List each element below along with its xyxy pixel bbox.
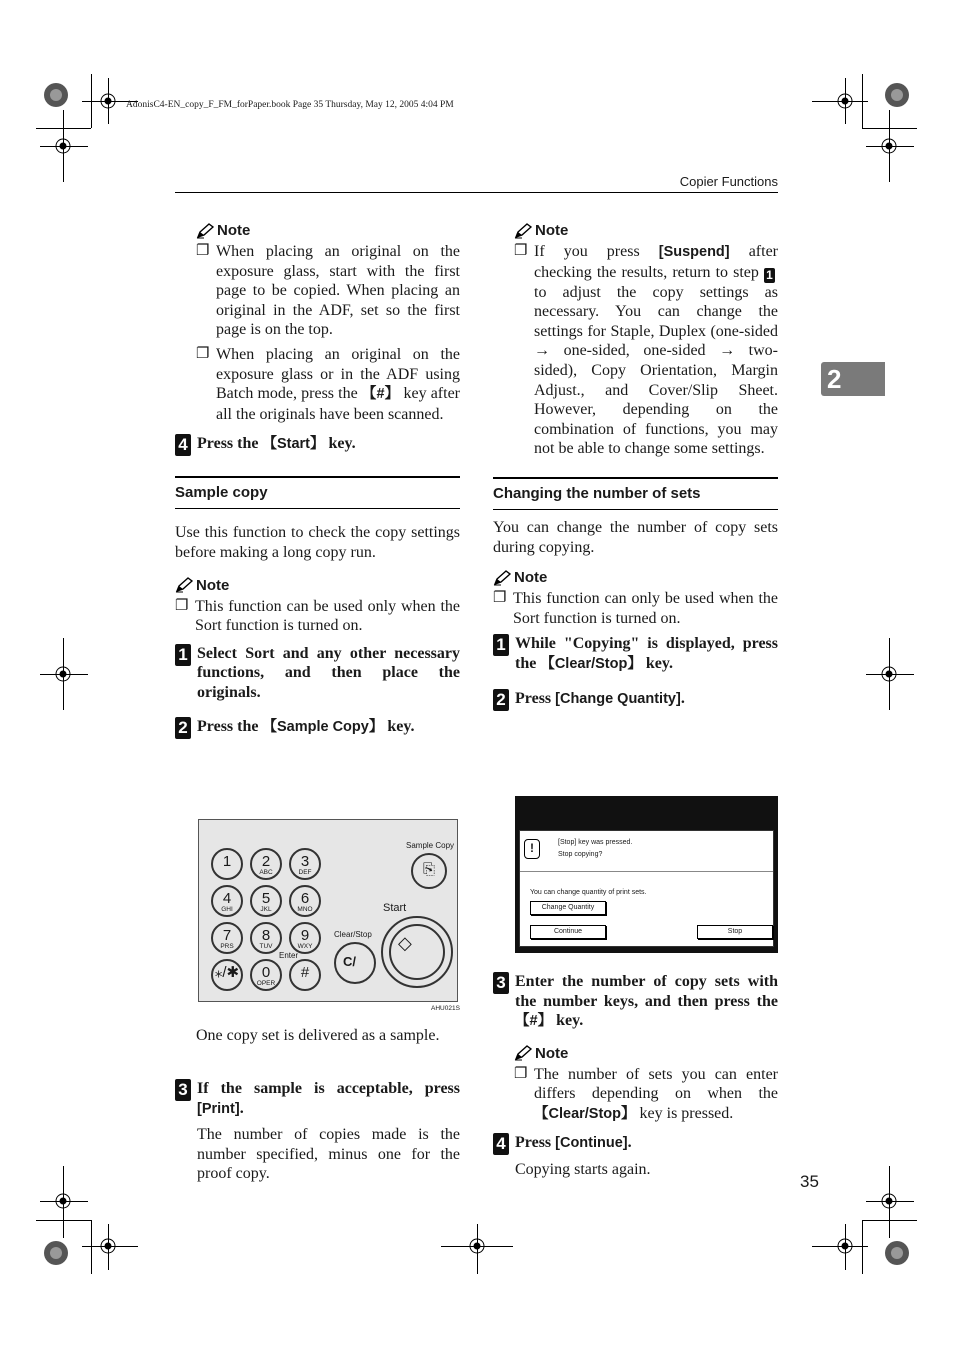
clear-stop-key: C/: [334, 942, 376, 984]
right-column-lower: [493, 972, 778, 1179]
number-key: 8 TUV: [250, 922, 282, 954]
key-label: 【Sample Copy】: [262, 718, 384, 735]
left-column-lower-steps: [175, 1079, 460, 1184]
key-label: [Continue]: [555, 1134, 628, 1151]
running-header: Copier Functions: [679, 174, 778, 189]
note-item: ❐ If you press [Suspend] after checking the results, return to step 1 to adjust the copy settings as necessary. You can change the settings for Staple, Duplex (one-sided → one-sided, one-sided → two-sided), Copy Orientation, Margin Adjust., and Cover/Slip Sheet. However, depending on the combination of functions, you may not be able to change some settings.: [514, 243, 778, 458]
note-block: [175, 222, 460, 424]
alert-icon: !: [524, 839, 540, 859]
sample-copy-key: ⎘: [411, 853, 447, 889]
page-number: 35: [800, 1172, 819, 1191]
screen-message-3: You can change quantity of print sets.: [530, 889, 647, 896]
number-key: 5 JKL: [250, 885, 282, 917]
number-key: 2 ABC: [250, 848, 282, 880]
note-heading: Note: [196, 222, 460, 239]
step-item: 4 Press the 【Start】 key.: [175, 434, 460, 456]
note-block: [493, 1045, 778, 1125]
screen-message-1: [Stop] key was pressed.: [558, 839, 633, 846]
lcd-screen-illustration: [515, 796, 778, 953]
step-body: Copying starts again.: [515, 1160, 651, 1178]
step-reference: 1: [764, 268, 775, 283]
number-key: #: [289, 959, 321, 991]
clear-stop-label: Clear/Stop: [334, 930, 372, 939]
start-key: [381, 916, 453, 988]
section-title: Sample copy: [175, 476, 460, 509]
number-key: 0 OPER: [250, 959, 282, 991]
number-key: 1: [211, 848, 243, 880]
key-label: [Change Quantity]: [555, 690, 681, 707]
section-title: Changing the number of sets: [493, 477, 778, 510]
key-label: 【Start】: [262, 436, 325, 453]
note-heading: Note: [493, 569, 778, 586]
pencil-icon: [175, 577, 193, 593]
change-quantity-button[interactable]: Change Quantity: [530, 901, 606, 915]
figure-caption: One copy set is delivered as a sample.: [196, 1027, 440, 1044]
step-item: 2 Press the 【Sample Copy】 key.: [175, 717, 460, 739]
chapter-tab: 2: [821, 362, 885, 396]
note-heading: Note: [514, 222, 778, 239]
control-panel-illustration: [198, 819, 458, 1002]
note-block: [175, 577, 460, 636]
screen-message-2: Stop copying?: [558, 851, 603, 858]
number-key: 9 WXY: [289, 922, 321, 954]
left-column: [175, 222, 460, 739]
number-key: ⁎/✱: [211, 959, 243, 991]
checkbox-bullet-icon: ❐: [196, 345, 210, 362]
header-rule: [175, 192, 778, 193]
pencil-icon: [514, 223, 532, 239]
step-item: 1 Select Sort and any other necessary functions, and then place the originals.: [175, 644, 460, 703]
key-label: 【#】: [361, 386, 400, 403]
note-heading: Note: [514, 1045, 778, 1062]
key-label: 【Clear/Stop】: [540, 655, 642, 672]
key-label: 【Clear/Stop】: [534, 1105, 636, 1122]
intro-paragraph: Use this function to check the copy settings before making a long copy run.: [175, 524, 460, 561]
step-number: 1: [493, 634, 509, 656]
note-heading: Note: [175, 577, 460, 594]
stop-button[interactable]: Stop: [697, 925, 773, 939]
start-diamond-icon: ◇: [398, 933, 412, 953]
note-item: ❐ This function can only be used when the Sort function is turned on.: [493, 590, 778, 627]
pencil-icon: [514, 1045, 532, 1061]
sample-copy-label: Sample Copy: [406, 841, 455, 850]
step-item: 3 Enter the number of copy sets with the number keys, and then press the 【#】 key.: [493, 972, 778, 1032]
step-number: 4: [175, 434, 191, 456]
step-body: The number of copies made is the number specified, minus one for the proof copy.: [197, 1126, 460, 1183]
note-block: [493, 222, 778, 459]
step-number: 2: [175, 717, 191, 739]
step-number: 1: [175, 644, 191, 666]
step-item: 3 If the sample is acceptable, press [Print].: [175, 1079, 460, 1119]
step-number: 3: [175, 1079, 191, 1101]
pencil-icon: [196, 223, 214, 239]
step-item: 4 Press [Continue].: [493, 1133, 778, 1155]
checkbox-bullet-icon: ❐: [514, 243, 528, 259]
continue-button[interactable]: Continue: [530, 925, 606, 939]
checkbox-bullet-icon: ❐: [493, 590, 507, 607]
number-key: 6 MNO: [289, 885, 321, 917]
checkbox-bullet-icon: ❐: [196, 243, 210, 259]
step-number: 2: [493, 689, 509, 711]
enter-label: Enter: [279, 951, 299, 960]
note-item: ❐ When placing an original on the exposure glass or in the ADF using Batch mode, press the 【#】 key after all the originals have been scanned.: [196, 345, 461, 423]
step-item: 2 Press [Change Quantity].: [493, 689, 778, 711]
number-key: 3 DEF: [289, 848, 321, 880]
book-info: AdonisC4-EN_copy_F_FM_forPaper.book Page 35 Thursday, May 12, 2005 4:04 PM: [126, 100, 454, 110]
figure-code: AHU021S: [431, 1005, 460, 1012]
pencil-icon: [493, 570, 511, 586]
intro-paragraph: You can change the number of copy sets during copying.: [493, 518, 778, 556]
number-key: 4 GHI: [211, 885, 243, 917]
step-item: 1 While "Copying" is displayed, press the 【Clear/Stop】 key.: [493, 634, 778, 674]
key-label: [Print]: [197, 1100, 240, 1117]
note-block: [493, 569, 778, 628]
note-item: ❐ The number of sets you can enter differs depending on when the 【Clear/Stop】 key is pressed.: [514, 1065, 778, 1125]
note-item: ❐ This function can be used only when the Sort function is turned on.: [175, 597, 460, 635]
key-label: 【#】: [515, 1013, 553, 1030]
left-column-lower: [196, 1026, 460, 1046]
step-number: 4: [493, 1133, 509, 1155]
step-number: 3: [493, 972, 509, 994]
start-label: Start: [383, 902, 407, 914]
key-label: [Suspend]: [658, 244, 730, 260]
checkbox-bullet-icon: ❐: [175, 597, 189, 614]
note-item: ❐ When placing an original on the exposure glass, start with the first page to be copied. When placing an original in the ADF, set so the first page is on the top.: [196, 243, 460, 339]
right-column: [493, 222, 778, 711]
number-key: 7 PRS: [211, 922, 243, 954]
checkbox-bullet-icon: ❐: [514, 1065, 528, 1082]
